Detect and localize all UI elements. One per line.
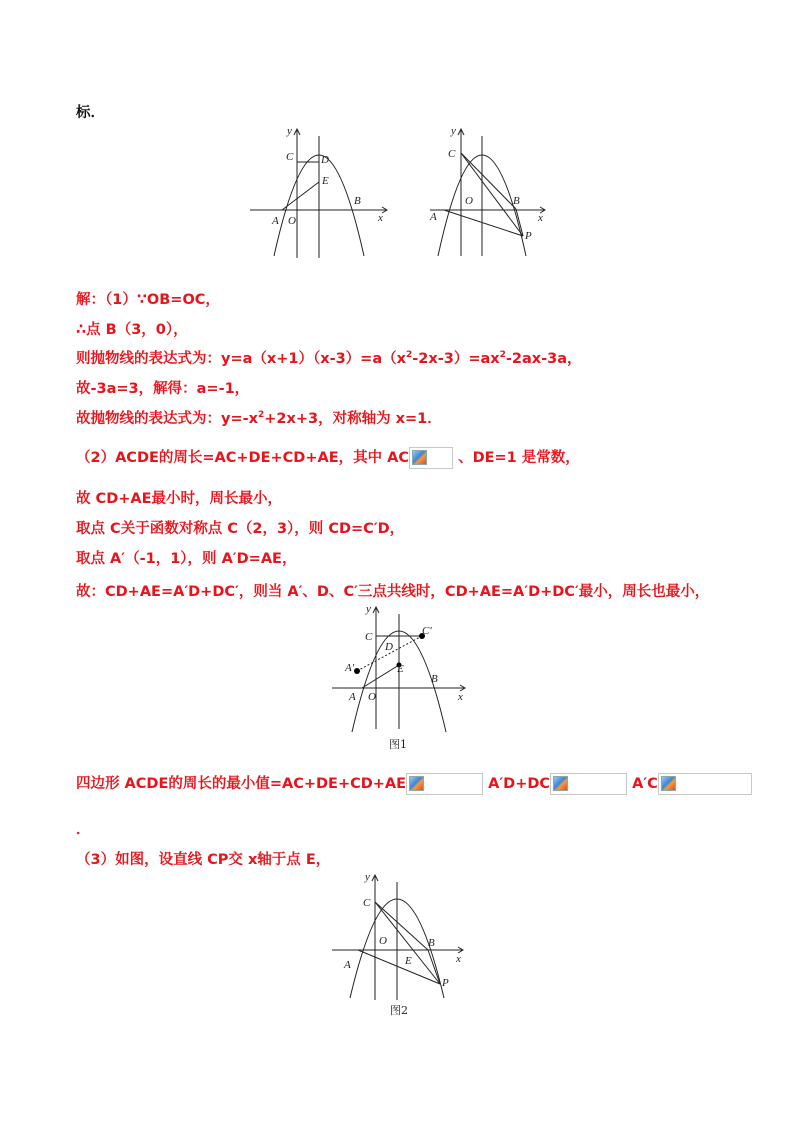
y-axis-label: y bbox=[366, 604, 371, 615]
point-e-label: E bbox=[322, 175, 329, 187]
solution-line-8: 取点 C关于函数对称点 C（2，3），则 CD=C′D， bbox=[76, 521, 405, 537]
broken-image-icon bbox=[409, 776, 424, 791]
point-b-label: B bbox=[513, 195, 520, 207]
y-axis-label: y bbox=[451, 126, 456, 137]
formula-image-placeholder bbox=[550, 773, 627, 795]
point-c-label: C bbox=[363, 897, 371, 909]
point-p-label: P bbox=[525, 230, 532, 242]
y-axis-label: y bbox=[365, 872, 370, 883]
broken-image-icon bbox=[661, 776, 676, 791]
point-p-label: P bbox=[442, 977, 449, 989]
solution-line-2: ∴点 B（3，0）， bbox=[76, 322, 188, 338]
formula-image-placeholder bbox=[406, 773, 483, 795]
figure-2 bbox=[332, 872, 472, 1022]
figure-2-caption: 图2 bbox=[390, 1004, 408, 1017]
point-b-label: B bbox=[431, 673, 438, 685]
header-text: 标． bbox=[76, 105, 105, 121]
point-e-label: E bbox=[405, 955, 412, 967]
x-axis-label: x bbox=[456, 953, 461, 965]
origin-label: O bbox=[379, 935, 387, 947]
point-a-label: A bbox=[349, 691, 356, 703]
figure-1 bbox=[332, 604, 472, 754]
broken-image-icon bbox=[553, 776, 568, 791]
point-d-label: D bbox=[321, 154, 329, 166]
point-a-label: A bbox=[344, 959, 351, 971]
x-axis-label: x bbox=[378, 212, 383, 224]
solution-line-5: 故抛物线的表达式为：$y=-x^2+2x+3$，对称轴为 x=1． bbox=[76, 410, 442, 427]
point-c-label: C bbox=[286, 151, 294, 163]
figure-1-caption: 图1 bbox=[389, 738, 407, 751]
formula-image-placeholder bbox=[658, 773, 752, 795]
point-a-label: A bbox=[272, 215, 279, 227]
solution-line-3: 则抛物线的表达式为：$y=a(x+1)(x-3)=a(x^2-2x-3)=ax^2-2ax-3a$， bbox=[76, 350, 582, 367]
point-c-prime-label: C′ bbox=[422, 625, 432, 637]
point-a-label: A bbox=[430, 211, 437, 223]
point-c-label: C bbox=[448, 148, 456, 160]
y-axis-label: y bbox=[287, 126, 292, 137]
formula-image-placeholder bbox=[409, 447, 453, 469]
figure-parabola-left bbox=[246, 126, 396, 262]
solution-line-1: 解：（1）∵OB=OC， bbox=[76, 292, 220, 308]
solution-line-4: 故-3a=3，解得：a=-1， bbox=[76, 381, 250, 397]
point-b-label: B bbox=[354, 195, 361, 207]
solution-line-9: 取点 A′（-1，1），则 A′D=AE， bbox=[76, 551, 297, 567]
x-axis-label: x bbox=[538, 212, 543, 224]
point-e-label: E bbox=[397, 663, 404, 675]
solution-line-11: 四边形 ACDE的周长的最小值=AC+DE+CD+AE A′D+DC A′C bbox=[76, 772, 752, 795]
figure-parabola-right bbox=[424, 126, 554, 262]
broken-image-icon bbox=[412, 450, 427, 465]
solution-line-10: 故：CD+AE=A′D+DC′，则当 A′、D、C′三点共线时，CD+AE=A′D+DC′最小，周长也最小， bbox=[76, 584, 710, 600]
point-c-label: C bbox=[365, 631, 373, 643]
point-d-label: D bbox=[385, 641, 393, 653]
origin-label: O bbox=[288, 215, 296, 227]
origin-label: O bbox=[368, 691, 376, 703]
solution-line-12: ． bbox=[76, 822, 91, 838]
point-a-prime-label: A′ bbox=[345, 662, 355, 674]
solution-line-13: （3）如图，设直线 CP交 x轴于点 E， bbox=[76, 852, 331, 868]
solution-line-6: （2）ACDE的周长=AC+DE+CD+AE，其中 AC 、DE=1 是常数， bbox=[76, 446, 580, 469]
point-b-label: B bbox=[428, 937, 435, 949]
x-axis-label: x bbox=[458, 691, 463, 703]
solution-line-7: 故 CD+AE最小时，周长最小， bbox=[76, 491, 283, 507]
origin-label: O bbox=[465, 195, 473, 207]
